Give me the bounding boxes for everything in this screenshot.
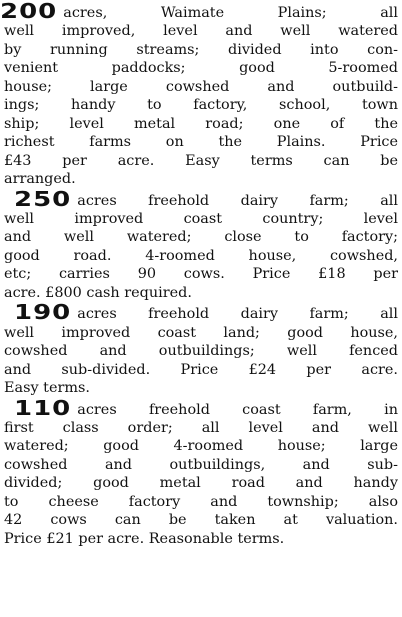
listing-190-acres	[4, 303, 398, 397]
acres-number: 110	[14, 396, 72, 420]
listing-text-line: well improved coast land; good house,	[4, 324, 398, 341]
acres-number: 190	[14, 301, 72, 325]
listing-text-line: first class order; all level and well	[4, 419, 398, 436]
listing-text-line: by running streams; divided into con-	[4, 41, 398, 58]
listing-text-line: well improved, level and well watered	[4, 23, 398, 40]
listing-110-acres	[4, 396, 398, 549]
listing-text-line: acres freehold dairy farm; all	[77, 306, 398, 323]
listing-text-line: Easy terms.	[4, 380, 90, 397]
listing-text-line: acres freehold dairy farm; all	[77, 192, 398, 209]
acres-number: 250	[14, 187, 72, 211]
listing-250-acres	[4, 187, 398, 303]
listing-text-line: watered; good 4-roomed house; large	[4, 438, 398, 455]
listing-text-line: arranged.	[4, 171, 76, 188]
listing-200-acres	[0, 0, 398, 189]
listing-text-line: good road. 4-roomed house, cowshed,	[4, 247, 398, 264]
listing-text-line: house; large cowshed and outbuild-	[4, 78, 398, 95]
listing-text-line: cowshed and outbuildings; well fenced	[4, 343, 398, 360]
listing-text-line: 42 cows can be taken at valuation.	[4, 512, 398, 529]
listing-text-line: well improved coast country; level	[4, 210, 398, 227]
listing-text-line: richest farms on the Plains. Price	[4, 134, 398, 151]
listing-text-line: and well watered; close to factory;	[4, 229, 398, 246]
listing-text-line: acres, Waimate Plains; all	[63, 5, 398, 21]
listing-text-line: acres freehold coast farm, in	[77, 401, 398, 418]
listing-text-line: ings; handy to factory, school, town	[4, 97, 398, 114]
listing-text-line: £43 per acre. Easy terms can be	[4, 152, 398, 169]
listing-lead-line	[0, 0, 398, 24]
listing-text-line: etc; carries 90 cows. Price £18 per	[4, 266, 398, 283]
listing-lead-line	[4, 303, 398, 323]
listing-text-line: and sub-divided. Price £24 per acre.	[4, 361, 398, 378]
listing-text-line: Price £21 per acre. Reasonable terms.	[4, 530, 285, 547]
listing-lead-line	[4, 396, 398, 420]
listing-lead-line	[4, 187, 398, 211]
listing-text-line: acre. £800 cash required.	[4, 284, 192, 301]
acres-number: 200	[0, 0, 58, 24]
listing-text-line: cowshed and outbuildings, and sub-	[4, 456, 398, 473]
listing-text-line: divided; good metal road and handy	[4, 475, 398, 492]
listing-text-line: to cheese factory and township; also	[4, 493, 398, 510]
listing-text-line: venient paddocks; good 5-roomed	[4, 60, 398, 77]
listing-text-line: ship; level metal road; one of the	[4, 115, 398, 132]
